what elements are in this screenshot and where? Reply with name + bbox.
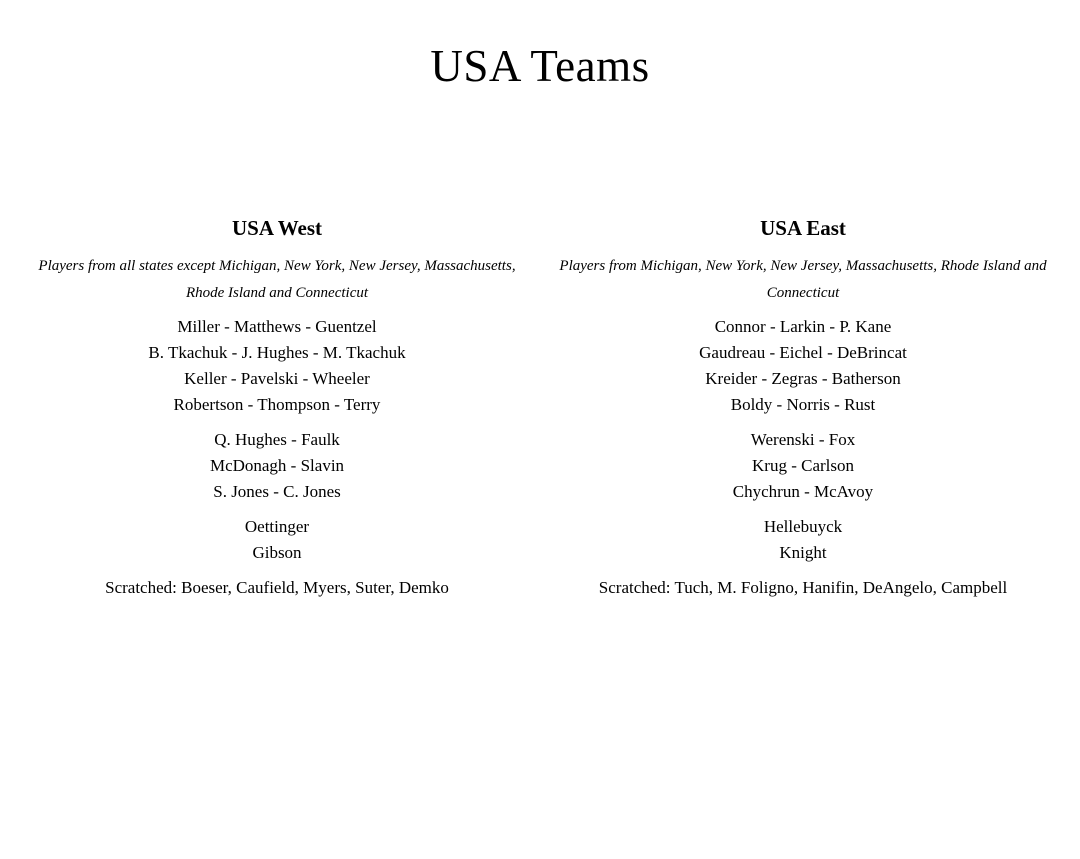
scratched-line-west: Scratched: Boeser, Caufield, Myers, Suter, Demko — [105, 578, 449, 597]
defense-group-west — [19, 427, 535, 505]
forward-line: Connor - Larkin - P. Kane — [714, 317, 892, 336]
forward-line: Robertson - Thompson - Terry — [173, 395, 381, 414]
defense-group-east — [545, 427, 1061, 505]
forward-line: Miller - Matthews - Guentzel — [177, 317, 377, 336]
defense-line: Werenski - Fox — [750, 430, 856, 449]
forward-line: Keller - Pavelski - Wheeler — [184, 369, 370, 388]
forwards-group-east — [545, 314, 1061, 418]
page-title: USA Teams — [430, 41, 650, 91]
defense-line: Krug - Carlson — [752, 456, 854, 475]
team-description-east: Players from Michigan, New York, New Jersey, Massachusetts, Rhode Island and Connecticut — [559, 258, 1047, 301]
team-name-east: USA East — [760, 216, 846, 240]
scratched-line-east: Scratched: Tuch, M. Foligno, Hanifin, DeAngelo, Campbell — [598, 578, 1008, 597]
team-name-west: USA West — [231, 216, 323, 240]
goalies-group-east — [545, 514, 1061, 566]
team-usa-west — [14, 216, 540, 601]
defense-line: S. Jones - C. Jones — [213, 482, 341, 501]
forwards-group-west — [19, 314, 535, 418]
goalie-line: Knight — [779, 543, 827, 562]
goalie-line: Hellebuyck — [763, 517, 843, 536]
defense-line: Q. Hughes - Faulk — [214, 430, 340, 449]
goalie-line: Oettinger — [244, 517, 310, 536]
goalie-line: Gibson — [252, 543, 302, 562]
goalies-group-west — [19, 514, 535, 566]
team-description-west: Players from all states except Michigan, New York, New Jersey, Massachusetts, Rhode Island and Connecticut — [38, 258, 516, 301]
forward-line: Gaudreau - Eichel - DeBrincat — [699, 343, 907, 362]
forward-line: Kreider - Zegras - Batherson — [705, 369, 901, 388]
forward-line: B. Tkachuk - J. Hughes - M. Tkachuk — [148, 343, 406, 362]
team-columns — [0, 216, 1080, 601]
team-usa-east — [540, 216, 1066, 601]
document-page — [0, 40, 1080, 859]
defense-line: Chychrun - McAvoy — [732, 482, 874, 501]
forward-line: Boldy - Norris - Rust — [730, 395, 876, 414]
defense-line: McDonagh - Slavin — [209, 456, 345, 475]
